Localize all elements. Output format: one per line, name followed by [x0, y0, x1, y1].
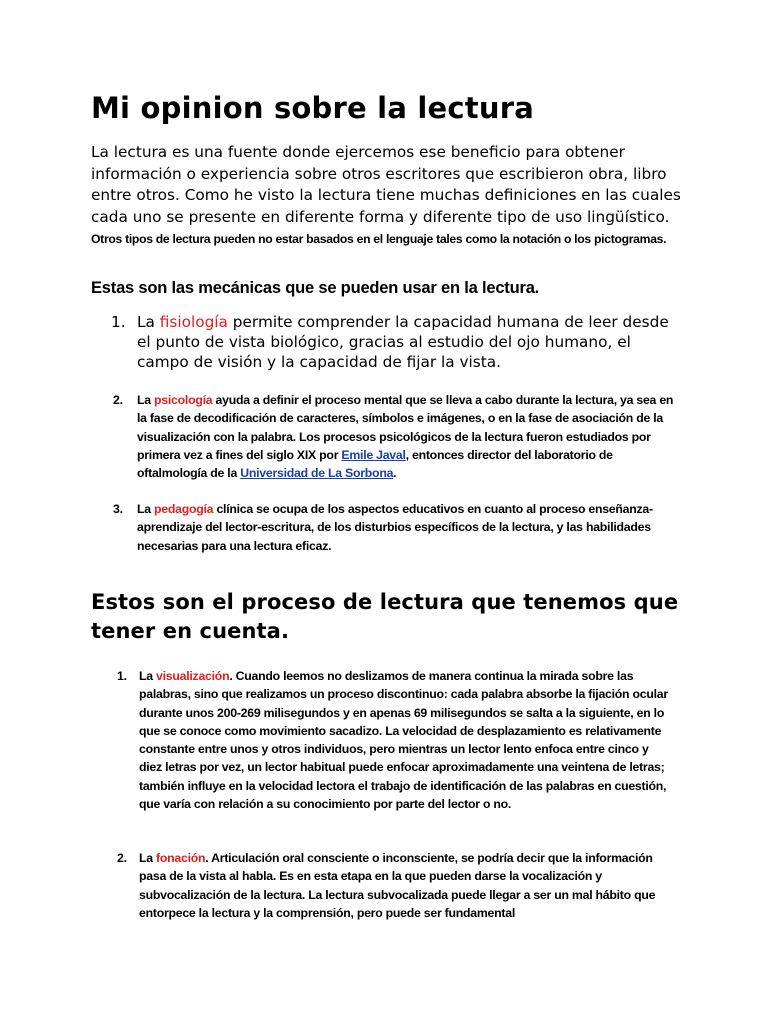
- list-item-fonacion: [139, 849, 669, 922]
- heading-proceso: Estos son el proceso de lectura que tenemos que tener en cuenta.: [91, 590, 679, 643]
- item-text: . Cuando leemos no deslizamos de manera continua la mirada sobre las palabras, sino que realizamos un proceso discontinuo: cada palabra absorbe la fijación ocular durante unos 200-269 milisegundos y en apenas 69 milisegundos se salta a la siguiente, en lo que se conoce como movimiento sacadizo. La velocidad de desplazamiento es relativamente constante entre unos y otros individuos, pero mientras un lector lento enfoca entre cinco y diez letras por vez, un lector habitual puede enfocar aproximadamente una veintena de letras; también influye en la velocidad lectora el trabajo de identificación de las palabras en cuestión, que varía con relación a su conocimiento por parte del lector o no.: [139, 669, 668, 812]
- item-text: ayuda a definir el proceso mental que se lleva a cabo durante la lectura, ya sea en la fase de decodificación de caracteres, símbolos e imágenes, o en la fase de asociación de la visualización con la palabra. Los procesos psicológicos de la lectura fueron estudiados por primera vez a fines del siglo XIX por: [137, 393, 674, 462]
- link-universidad-sorbona[interactable]: Universidad de La Sorbona: [240, 466, 394, 481]
- item-prefix: La: [139, 851, 157, 865]
- list-item-visualizacion: [139, 667, 669, 813]
- intro-paragraph: [91, 142, 691, 251]
- item-prefix: La: [137, 393, 155, 407]
- list-number: 2.: [117, 851, 127, 865]
- item-text: clínica se ocupa de los aspectos educativos en cuanto al proceso enseñanza-aprendizaje del lector-escritura, de los disturbios específicos de la lectura, y las habilidades necesarias para una lectura eficaz.: [137, 502, 653, 553]
- term-pedagogia: pedagogía: [154, 502, 214, 516]
- list-item-fisiologia: [137, 312, 682, 372]
- list-number: 3.: [113, 502, 123, 516]
- heading-mecanicas: Estas son las mecánicas que se pueden usar en la lectura.: [91, 279, 540, 297]
- item-prefix: La: [137, 502, 155, 516]
- intro-small-text: Otros tipos de lectura pueden no estar basados en el lenguaje tales como la notación o los pictogramas.: [91, 232, 667, 246]
- item-prefix: La: [139, 669, 157, 683]
- item-text: permite comprender la capacidad humana de leer desde el punto de vista biológico, gracias al estudio del ojo humano, el campo de visión y la capacidad de fijar la vista.: [137, 313, 669, 371]
- list-number: 1.: [111, 313, 126, 331]
- list-number: 2.: [113, 393, 123, 407]
- page-title: Mi opinion sobre la lectura: [91, 91, 534, 125]
- term-fonacion: fonación: [156, 851, 206, 865]
- item-prefix: La: [137, 313, 160, 331]
- term-psicologia: psicología: [154, 393, 213, 407]
- item-text-end: .: [393, 466, 397, 481]
- intro-main-text: La lectura es una fuente donde ejercemos ese beneficio para obtener información o experiencia sobre otros escritores que escribieron obra, libro entre otros. Como he visto la lectura tiene muchas definiciones en las cuales cada uno se presente en diferente forma y diferente tipo de uso lingüístico.: [91, 143, 681, 226]
- item-text-middle: , entonces director del laboratorio de oftalmología de la: [137, 447, 613, 481]
- list-number: 1.: [117, 669, 127, 683]
- link-emile-javal[interactable]: Emile Javal: [341, 447, 406, 462]
- item-text: . Articulación oral consciente o inconsciente, se podría decir que la información pasa de la vista al habla. Es en esta etapa en la que pueden darse la vocalización y subvocalización de la lectura. La lectura subvocalizada puede llegar a ser un mal hábito que entorpece la lectura y la comprensión, pero puede ser fundamental: [139, 851, 656, 920]
- list-item-psicologia: [137, 391, 677, 482]
- term-visualizacion: visualización: [156, 669, 230, 683]
- list-item-pedagogia: [137, 500, 677, 555]
- term-fisiologia: fisiología: [159, 313, 228, 331]
